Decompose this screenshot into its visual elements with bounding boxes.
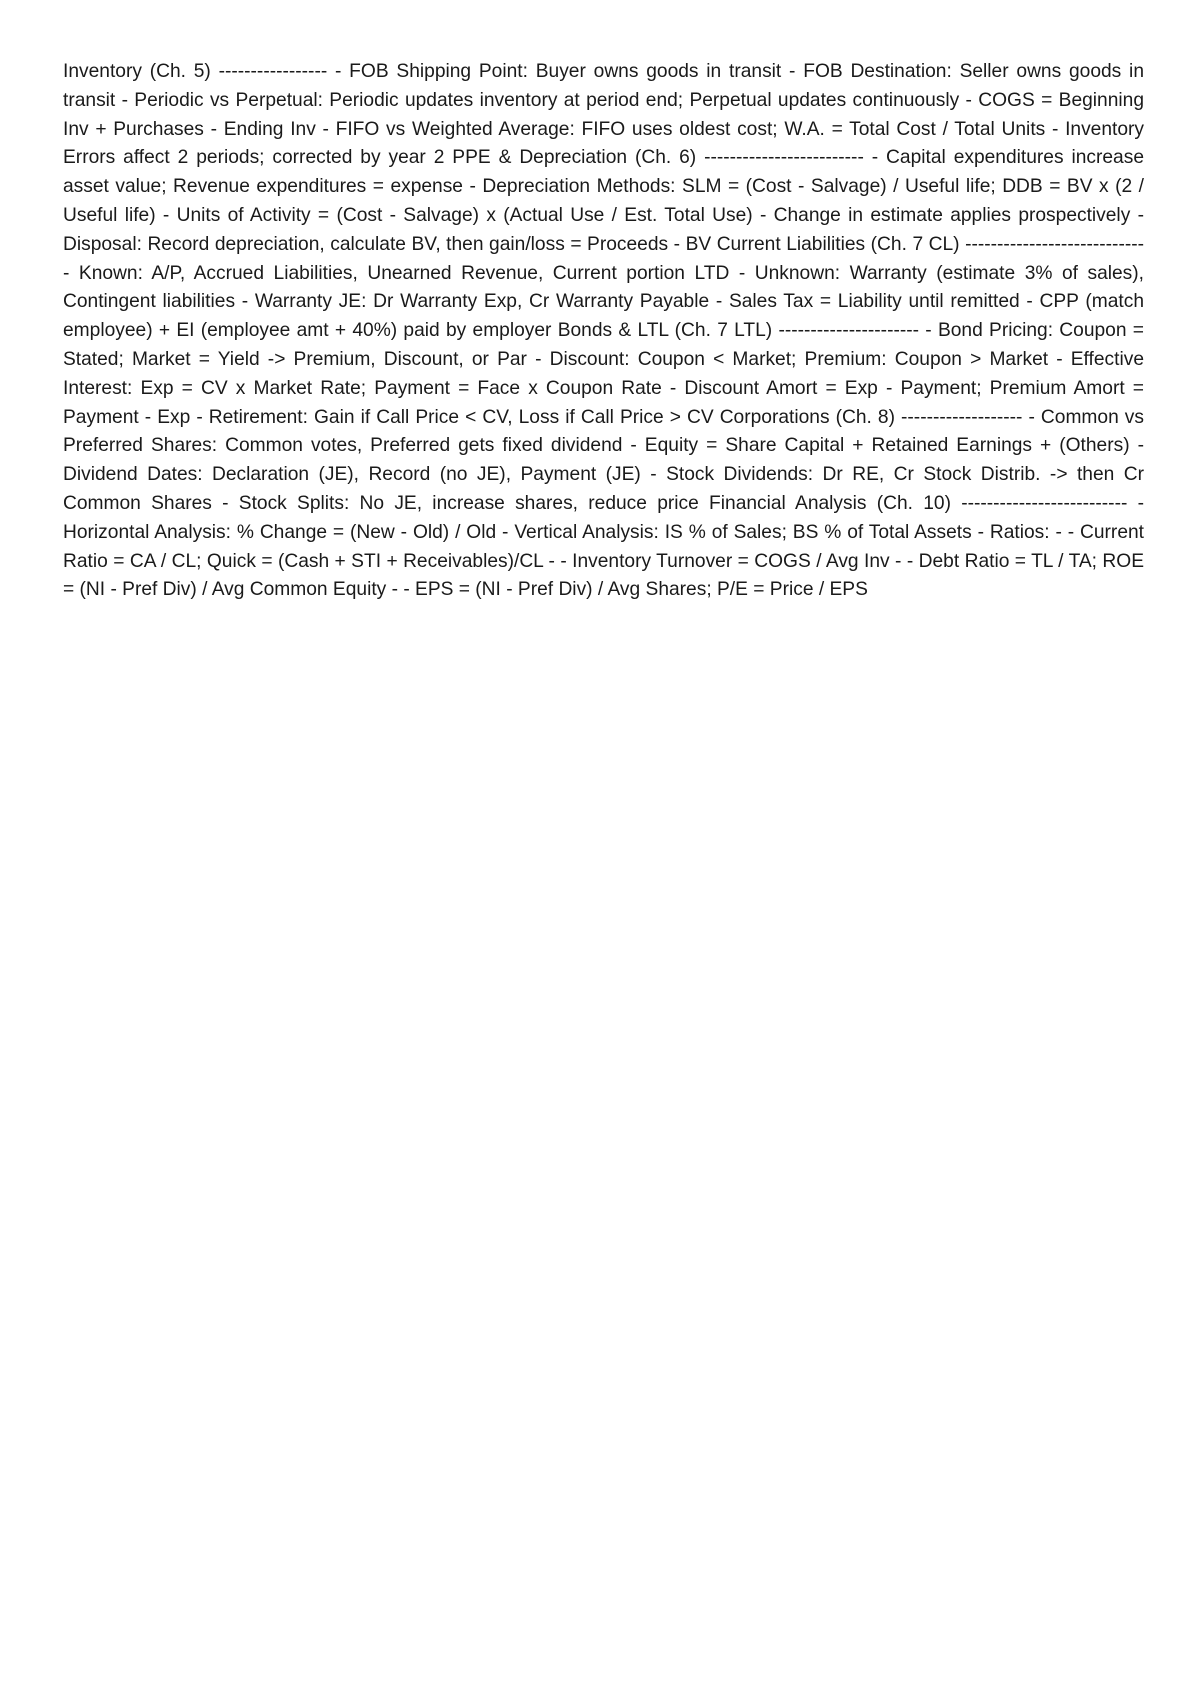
- document-body-text: Inventory (Ch. 5) ----------------- - FOB Shipping Point: Buyer owns goods in transit - FOB Destination: Seller owns goods in transit - Periodic vs Perpetual: Periodic updates inventory at period end; Perpetual updates continuously - COGS = Beginning Inv + Purchases - Ending Inv - FIFO vs Weighted Average: FIFO uses oldest cost; W.A. = Total Cost / Total Units - Inventory Errors affect 2 periods; corrected by year 2 PPE & Depreciation (Ch. 6) ------------------------- - Capital expenditures increase asset value; Revenue expenditures = expense - Depreciation Methods: SLM = (Cost - Salvage) / Useful life; DDB = BV x (2 / Useful life) - Units of Activity = (Cost - Salvage) x (Actual Use / Est. Total Use) - Change in estimate applies prospectively - Disposal: Record depreciation, calculate BV, then gain/loss = Proceeds - BV Current Liabilities (Ch. 7 CL) ---------------------------- - Known: A/P, Accrued Liabilities, Unearned Revenue, Current portion LTD - Unknown: Warranty (estimate 3% of sales), Contingent liabilities - Warranty JE: Dr Warranty Exp, Cr Warranty Payable - Sales Tax = Liability until remitted - CPP (match employee) + EI (employee amt + 40%) paid by employer Bonds & LTL (Ch. 7 LTL) ---------------------- - Bond Pricing: Coupon = Stated; Market = Yield -> Premium, Discount, or Par - Discount: Coupon < Market; Premium: Coupon > Market - Effective Interest: Exp = CV x Market Rate; Payment = Face x Coupon Rate - Discount Amort = Exp - Payment; Premium Amort = Payment - Exp - Retirement: Gain if Call Price < CV, Loss if Call Price > CV Corporations (Ch. 8) ------------------- - Common vs Preferred Shares: Common votes, Preferred gets fixed dividend - Equity = Share Capital + Retained Earnings + (Others) - Dividend Dates: Declaration (JE), Record (no JE), Payment (JE) - Stock Dividends: Dr RE, Cr Stock Distrib. -> then Cr Common Shares - Stock Splits: No JE, increase shares, reduce price Financial Analysis (Ch. 10) -------------------------- - Horizontal Analysis: % Change = (New - Old) / Old - Vertical Analysis: IS % of Sales; BS % of Total Assets - Ratios: - - Current Ratio = CA / CL; Quick = (Cash + STI + Receivables)/CL - - Inventory Turnover = COGS / Avg Inv - - Debt Ratio = TL / TA; ROE = (NI - Pref Div) / Avg Common Equity - - EPS = (NI - Pref Div) / Avg Shares; P/E = Price / EPS: [63, 61, 1144, 601]
